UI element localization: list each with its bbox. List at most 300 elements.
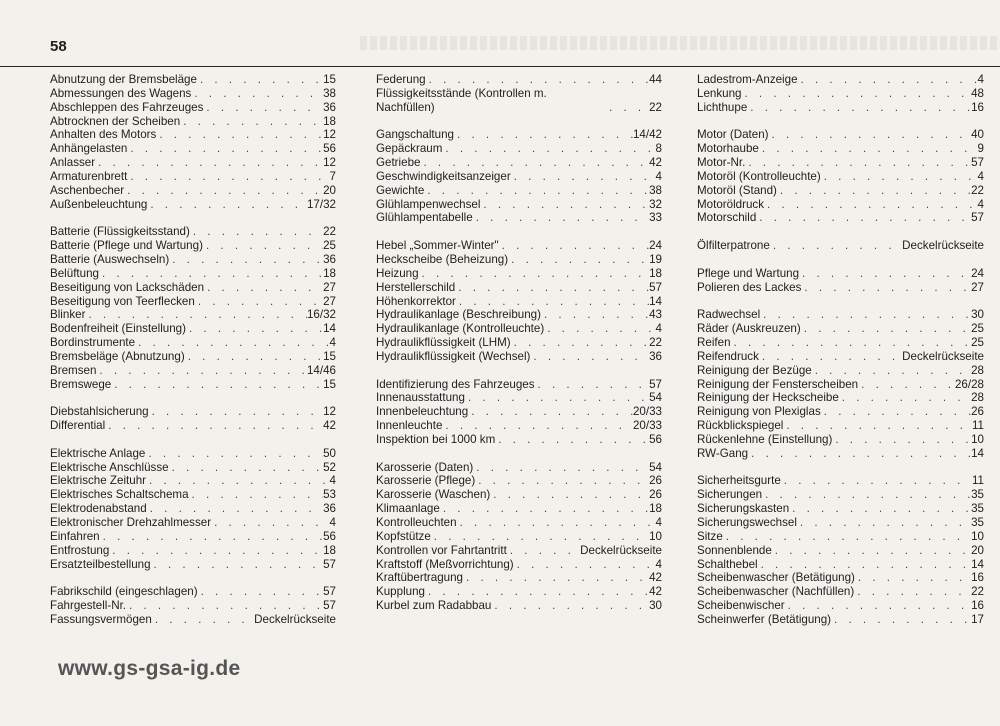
index-page-ref: 53 (323, 488, 336, 502)
index-entry (50, 115, 336, 129)
index-term: Sicherungskasten (697, 502, 790, 516)
index-entry (376, 239, 662, 253)
index-entry (697, 281, 984, 295)
dot-leader (772, 544, 971, 558)
dot-leader (126, 599, 323, 613)
index-term: Kopfstütze (376, 529, 431, 543)
index-page-ref: 14 (971, 557, 984, 571)
index-term: Batterie (Auswechseln) (50, 252, 170, 266)
index-term: Geschwindigkeitsanzeiger (376, 169, 511, 183)
dot-leader (799, 267, 971, 281)
dot-leader (511, 336, 649, 350)
index-entry (697, 198, 984, 212)
index-page-ref: 56 (649, 432, 662, 446)
index-term: Radwechsel (697, 308, 761, 322)
dot-leader (762, 488, 971, 502)
index-term: Hydraulikflüssigkeit (Wechsel) (376, 349, 531, 363)
index-page-ref: 11 (971, 474, 984, 488)
index-entry (376, 502, 662, 516)
index-term: Elektronischer Drehzahlmesser (50, 516, 212, 529)
index-page-ref: Deckelrückseite (902, 239, 984, 253)
dot-leader (95, 156, 323, 170)
index-term: Innenleuchte (376, 419, 443, 433)
index-entry (697, 350, 984, 364)
index-term: Einfahren (50, 529, 100, 543)
index-term: Beseitigung von Lackschäden (50, 280, 205, 294)
dot-leader (854, 585, 971, 599)
index-entry (50, 516, 336, 530)
index-entry (697, 433, 984, 447)
index-term: Entfrostung (50, 543, 110, 557)
index-term: Reinigung der Bezüge (697, 363, 812, 377)
index-term: Elektrisches Schaltschema (50, 488, 189, 502)
dot-leader (758, 558, 972, 572)
index-entry (697, 474, 984, 488)
index-page-ref: 7 (329, 169, 336, 183)
dot-leader (203, 101, 323, 115)
index-term: Gangschaltung (376, 128, 454, 142)
index-entry (50, 585, 336, 599)
index-term: Sicherungswechsel (697, 516, 797, 529)
dot-leader (468, 405, 633, 419)
index-term: Anhalten des Motors (50, 128, 157, 142)
index-term: Motoröl (Kontrolleuchte) (697, 169, 821, 183)
index-term: Reinigung der Fensterscheiben (697, 377, 859, 391)
index-entry (50, 544, 336, 558)
index-term: Getriebe (376, 156, 421, 170)
index-entry (376, 128, 662, 142)
index-entry (50, 225, 336, 239)
dot-leader (85, 308, 307, 322)
dot-leader (135, 336, 329, 350)
dot-leader (789, 502, 971, 516)
index-page-ref: 11 (971, 419, 984, 433)
index-page-ref: 30 (971, 308, 984, 322)
index-page-ref: 16 (971, 599, 984, 613)
dot-leader (151, 558, 324, 572)
index-page-ref: 27 (971, 280, 984, 294)
dot-leader (456, 295, 649, 309)
index-entry (50, 378, 336, 392)
index-page-ref: 14/46 (306, 363, 336, 377)
index-entry (376, 530, 662, 544)
dot-leader (821, 170, 978, 184)
dot-leader (204, 281, 323, 295)
index-entry (697, 170, 984, 184)
index-term: Außenbeleuchtung (50, 197, 148, 211)
index-entry (697, 613, 984, 627)
dot-leader (745, 156, 971, 170)
index-term: Reinigung der Heckscheibe (697, 391, 839, 405)
index-page-ref: 4 (655, 516, 662, 529)
index-entry (376, 571, 662, 585)
index-page-ref: 26 (971, 405, 984, 419)
index-page-ref: 35 (971, 516, 984, 529)
index-entry (50, 308, 336, 322)
index-term: Scheibenwascher (Betätigung) (697, 571, 855, 585)
index-term: Abnutzung der Bremsbeläge (50, 73, 197, 86)
index-page-ref: 18 (649, 502, 662, 516)
index-page-ref: Deckelrückseite (254, 612, 336, 626)
index-term: Motoröl (Stand) (697, 183, 777, 197)
index-page-ref: 32 (649, 197, 662, 211)
dot-leader (442, 142, 655, 156)
dot-leader (185, 350, 323, 364)
section-gap (697, 253, 984, 267)
index-page-ref: 25 (323, 239, 336, 253)
index-term: Bremswege (50, 377, 112, 391)
index-page-ref: 26/28 (954, 377, 984, 391)
index-entry (697, 544, 984, 558)
dot-leader (741, 87, 971, 101)
dot-leader (440, 502, 649, 516)
index-page-ref: 4 (329, 516, 336, 529)
index-page-ref: 27 (323, 294, 336, 308)
index-term: Karosserie (Daten) (376, 460, 474, 474)
index-entry (697, 571, 984, 585)
bleed-through-header (360, 36, 1000, 50)
dot-leader (855, 571, 971, 585)
index-page-ref: 22 (649, 336, 662, 350)
index-page-ref: 17/32 (306, 197, 336, 211)
index-entry (697, 391, 984, 405)
index-entry (376, 308, 662, 322)
index-page-ref: 50 (323, 446, 336, 460)
index-page-ref: 20/33 (632, 419, 662, 433)
dot-leader (723, 530, 971, 544)
dot-leader (145, 447, 323, 461)
index-term: Klimaanlage (376, 502, 440, 516)
index-page-ref: 27 (323, 280, 336, 294)
index-term: Kraftübertragung (376, 571, 464, 585)
index-page-ref: 4 (329, 474, 336, 488)
index-term: Elektrische Anschlüsse (50, 460, 169, 474)
index-page-ref: 8 (655, 142, 662, 156)
index-term: Scheibenwischer (697, 599, 785, 613)
index-page-ref: 12 (323, 128, 336, 142)
index-term: Abtrocknen der Scheiben (50, 114, 181, 128)
dot-leader (100, 530, 323, 544)
dot-leader (785, 599, 971, 613)
dot-leader (127, 170, 329, 184)
index-entry (50, 613, 336, 627)
index-entry (697, 599, 984, 613)
index-entry (697, 530, 984, 544)
index-term: Gepäckraum (376, 142, 443, 156)
index-page-ref: 35 (971, 502, 984, 516)
index-entry (376, 142, 662, 156)
index-term: Innenbeleuchtung (376, 405, 469, 419)
index-page-ref: 36 (323, 252, 336, 266)
index-term: Schalthebel (697, 557, 758, 571)
index-page-ref: 16/32 (306, 308, 336, 322)
dot-leader (764, 198, 978, 212)
index-page-ref: 38 (323, 86, 336, 100)
index-page-ref: 10 (971, 529, 984, 543)
index-term: Hydraulikanlage (Kontrolleuchte) (376, 322, 545, 336)
index-entry (376, 378, 662, 392)
index-page-ref: 4 (977, 169, 984, 183)
index-page-ref: 12 (323, 156, 336, 170)
index-entry (50, 156, 336, 170)
dot-leader (99, 267, 323, 281)
index-entry (376, 267, 662, 281)
dot-leader (419, 267, 650, 281)
index-term: Armaturenbrett (50, 169, 128, 183)
index-page-ref: 4 (977, 73, 984, 86)
index-entry (50, 364, 336, 378)
index-page-ref: 18 (323, 266, 336, 280)
index-page-ref: 25 (971, 336, 984, 350)
index-term: Kurbel zum Radabbau (376, 599, 492, 613)
index-entry (50, 461, 336, 475)
index-page-ref: 24 (971, 266, 984, 280)
dot-leader (105, 419, 323, 433)
index-term: Fassungsvermögen (50, 612, 152, 626)
index-term: Flüssigkeitsstände (Kontrollen m. Nachfüllen) (376, 86, 547, 114)
index-entry (697, 322, 984, 336)
index-page-ref: 35 (971, 488, 984, 502)
section-gap (50, 433, 336, 447)
dot-leader (191, 87, 323, 101)
index-page-ref: 14 (971, 446, 984, 460)
dot-leader (769, 128, 972, 142)
dot-leader (186, 322, 323, 336)
dot-leader (146, 474, 330, 488)
dot-leader (756, 211, 971, 225)
index-term: Glühlampenwechsel (376, 197, 481, 211)
index-entry (697, 516, 984, 530)
index-page-ref: 36 (323, 100, 336, 114)
index-term: Elektrodenabstand (50, 502, 147, 516)
section-gap (50, 571, 336, 585)
index-entry (697, 447, 984, 461)
index-term: Motoröldruck (697, 197, 765, 211)
dot-leader (442, 419, 633, 433)
dot-leader (759, 350, 902, 364)
index-term: Karosserie (Waschen) (376, 488, 491, 502)
index-term: Diebstahlsicherung (50, 405, 149, 419)
index-entry (376, 516, 662, 530)
index-page-ref: 10 (971, 432, 984, 446)
index-page-ref: 36 (649, 349, 662, 363)
index-term: Herstellerschild (376, 280, 456, 294)
dot-leader (127, 142, 323, 156)
index-entry (697, 156, 984, 170)
index-entry (50, 170, 336, 184)
dot-leader (475, 474, 649, 488)
index-term: Hydraulikflüssigkeit (LHM) (376, 336, 511, 350)
index-term: Reifen (697, 336, 731, 350)
index-entry (697, 336, 984, 350)
index-entry (50, 73, 336, 87)
index-entry (376, 73, 662, 87)
dot-leader (801, 281, 971, 295)
dot-leader (147, 198, 307, 212)
index-page-ref: 18 (323, 114, 336, 128)
index-entry (50, 419, 336, 433)
index-term: Ladestrom-Anzeige (697, 73, 798, 86)
index-term: Reinigung von Plexiglas (697, 405, 821, 419)
section-gap (50, 391, 336, 405)
index-entry (376, 405, 662, 419)
index-page-ref: 40 (971, 128, 984, 142)
index-page-ref: 20/33 (632, 405, 662, 419)
dot-leader (508, 253, 649, 267)
index-page-ref: 57 (971, 156, 984, 170)
dot-leader (198, 585, 324, 599)
index-term: Lichthupe (697, 100, 748, 114)
index-entry (697, 101, 984, 115)
dot-leader (832, 433, 971, 447)
index-entry (697, 211, 984, 225)
index-page-ref: 4 (655, 557, 662, 571)
dot-leader (731, 336, 972, 350)
index-term: Räder (Auskreuzen) (697, 322, 801, 336)
index-entry (376, 433, 662, 447)
index-page-ref: 57 (971, 211, 984, 225)
index-entry (376, 322, 662, 336)
dot-leader (511, 170, 656, 184)
index-entry (50, 198, 336, 212)
index-page-ref: 15 (323, 377, 336, 391)
dot-leader (457, 516, 656, 530)
dot-leader (473, 211, 649, 225)
index-term: Abschleppen des Fahrzeuges (50, 100, 204, 114)
index-entry (376, 391, 662, 405)
index-entry (376, 544, 662, 558)
dot-leader (759, 142, 978, 156)
index-entry (697, 364, 984, 378)
index-term: Bodenfreiheit (Einstellung) (50, 322, 186, 336)
index-page-ref: 22 (649, 100, 662, 114)
index-page-ref: 22 (971, 585, 984, 599)
index-entry (376, 87, 662, 115)
index-column-1 (50, 73, 336, 627)
dot-leader (152, 613, 254, 627)
index-term: Hydraulikanlage (Beschreibung) (376, 308, 541, 322)
dot-leader (211, 516, 329, 530)
dot-leader (463, 571, 649, 585)
index-entry (50, 447, 336, 461)
dot-leader (169, 253, 323, 267)
dot-leader (195, 295, 323, 309)
dot-leader (197, 73, 323, 87)
index-entry (50, 336, 336, 350)
dot-leader (831, 613, 971, 627)
index-entry (697, 308, 984, 322)
dot-leader (169, 461, 324, 475)
index-term: Polieren des Lackes (697, 280, 802, 294)
index-page-ref: 42 (649, 571, 662, 585)
index-term: Sonnenblende (697, 543, 772, 557)
index-term: RW-Gang (697, 446, 749, 460)
index-page-ref: 42 (323, 419, 336, 433)
section-gap (697, 461, 984, 475)
index-entry (376, 198, 662, 212)
index-entry (376, 474, 662, 488)
index-term: Höhenkorrektor (376, 294, 456, 308)
index-entry (376, 253, 662, 267)
index-page-ref: 28 (971, 391, 984, 405)
index-term: Kupplung (376, 585, 425, 599)
dot-leader (495, 433, 649, 447)
index-term: Inspektion bei 1000 km (376, 432, 496, 446)
index-term: Rückenlehne (Einstellung) (697, 432, 833, 446)
dot-leader (606, 101, 649, 115)
dot-leader (147, 502, 323, 516)
index-entry (697, 378, 984, 392)
index-term: Reifendruck (697, 349, 759, 363)
index-page-ref: 24 (649, 239, 662, 253)
index-page-ref: 57 (649, 280, 662, 294)
index-entry (376, 461, 662, 475)
index-page-ref: 48 (971, 86, 984, 100)
index-page-ref: 56 (323, 529, 336, 543)
dot-leader (455, 281, 649, 295)
section-gap (376, 225, 662, 239)
index-term: Innenausstattung (376, 391, 465, 405)
index-entry (697, 239, 984, 253)
dot-leader (124, 184, 323, 198)
dot-leader (797, 516, 971, 530)
index-page-ref: 43 (649, 308, 662, 322)
section-gap (376, 115, 662, 129)
section-gap (376, 364, 662, 378)
dot-leader (777, 184, 971, 198)
index-column-3 (697, 73, 984, 627)
section-gap (50, 211, 336, 225)
index-entry (50, 101, 336, 115)
index-entry (50, 530, 336, 544)
index-page-ref: 15 (323, 349, 336, 363)
index-page-ref: 14 (649, 294, 662, 308)
index-entry (50, 322, 336, 336)
dot-leader (839, 391, 971, 405)
index-term: Bremsen (50, 363, 97, 377)
index-term: Federung (376, 73, 426, 86)
index-entry (50, 488, 336, 502)
index-term: Glühlampentabelle (376, 211, 473, 225)
dot-leader (189, 488, 324, 502)
index-page-ref: 4 (655, 169, 662, 183)
index-entry (697, 267, 984, 281)
dot-leader (770, 239, 902, 253)
index-term: Sicherungen (697, 488, 763, 502)
index-page-ref: Deckelrückseite (902, 349, 984, 363)
dot-leader (514, 558, 656, 572)
index-page-ref: 12 (323, 405, 336, 419)
index-entry (50, 599, 336, 613)
index-entry (697, 502, 984, 516)
dot-leader (96, 364, 307, 378)
index-page-ref: 57 (323, 557, 336, 571)
index-page-ref: 57 (323, 599, 336, 613)
index-page-ref: 52 (323, 460, 336, 474)
dot-leader (530, 350, 649, 364)
index-entry (376, 295, 662, 309)
index-page-ref: 57 (323, 585, 336, 599)
index-page-ref: 25 (971, 322, 984, 336)
index-term: Heckscheibe (Beheizung) (376, 252, 509, 266)
index-term: Motorhaube (697, 142, 759, 156)
index-page-ref: 14/42 (632, 128, 662, 142)
index-term: Motor (Daten) (697, 128, 769, 142)
dot-leader (812, 364, 971, 378)
index-term: Ölfilterpatrone (697, 239, 770, 253)
dot-leader (203, 239, 323, 253)
index-page-ref: 9 (977, 142, 984, 156)
